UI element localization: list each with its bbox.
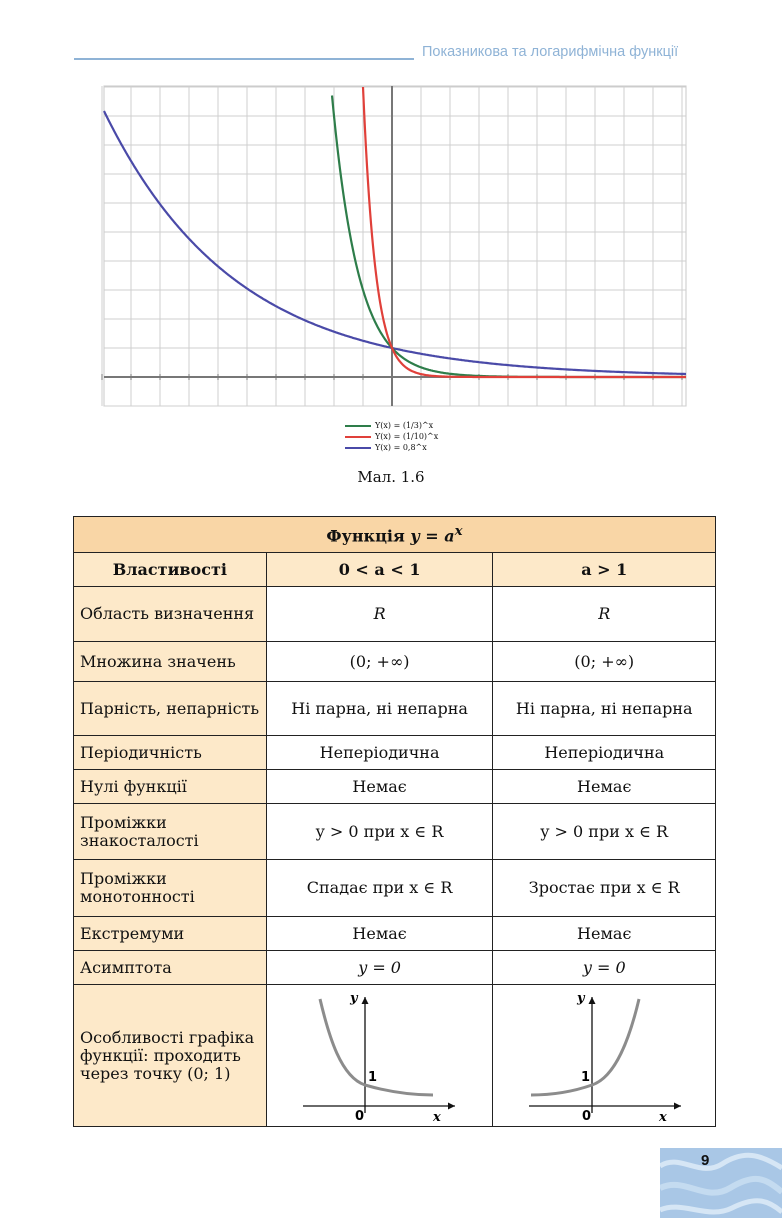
value-cell: y = 0 — [493, 951, 716, 985]
table-title-row — [74, 517, 716, 553]
y-axis-arrow — [361, 997, 368, 1004]
decreasing-exponential-sketch — [295, 989, 465, 1123]
property-cell: Проміжки монотонності — [74, 860, 267, 917]
table-title-exponent: x — [454, 523, 463, 540]
x-axis-arrow — [448, 1102, 455, 1109]
legend-swatch — [345, 425, 371, 427]
value-cell: Немає — [493, 770, 716, 804]
increasing-exponential-sketch — [519, 989, 689, 1123]
value-cell: Спадає при x ∈ R — [266, 860, 493, 917]
value-cell: y > 0 при x ∈ R — [493, 804, 716, 860]
legend-item — [345, 442, 438, 453]
value-cell: (0; +∞) — [266, 642, 493, 682]
table-row — [74, 682, 716, 736]
legend-swatch — [345, 447, 371, 449]
x-axis-arrow — [674, 1102, 681, 1109]
table-title-formula: y = a — [410, 526, 455, 546]
value-cell: R — [493, 587, 716, 642]
legend-item — [345, 420, 438, 431]
table-row — [74, 860, 716, 917]
value-cell: y = 0 — [266, 951, 493, 985]
legend-label: Y(x) = 0,8^x — [375, 443, 427, 452]
table-header-row — [74, 553, 716, 587]
property-cell: Проміжки знакосталості — [74, 804, 267, 860]
property-cell: Множина значень — [74, 642, 267, 682]
figure-caption: Мал. 1.6 — [357, 468, 425, 486]
value-cell: Неперіодична — [493, 736, 716, 770]
table-title-prefix: Функція — [326, 526, 411, 546]
property-cell: Область визначення — [74, 587, 267, 642]
property-cell: Нулі функції — [74, 770, 267, 804]
x-label: x — [659, 1109, 667, 1123]
value-cell: Неперіодична — [266, 736, 493, 770]
table-row — [74, 917, 716, 951]
value-cell: Немає — [266, 917, 493, 951]
one-label: 1 — [367, 1069, 377, 1085]
page-number: 9 — [701, 1152, 710, 1169]
property-cell: Парність, непарність — [74, 682, 267, 736]
table-row — [74, 642, 716, 682]
legend-item — [345, 431, 438, 442]
running-header: Показникова та логарифмічна функції — [422, 44, 679, 60]
graph-legend — [345, 420, 438, 453]
property-cell: Екстремуми — [74, 917, 267, 951]
value-cell: Ні парна, ні непарна — [493, 682, 716, 736]
table-row — [74, 770, 716, 804]
col-header-a-greater-1: a > 1 — [493, 553, 716, 587]
legend-label: Y(x) = (1/10)^x — [375, 432, 439, 441]
properties-table — [73, 516, 716, 1127]
property-cell: Асимптота — [74, 951, 267, 985]
table-row — [74, 736, 716, 770]
function-graph — [100, 80, 690, 412]
graph-canvas — [100, 80, 690, 412]
value-cell: Ні парна, ні непарна — [266, 682, 493, 736]
increasing-graph-cell — [493, 985, 716, 1127]
x-label: x — [432, 1109, 441, 1123]
col-header-properties: Властивості — [74, 553, 267, 587]
origin-label: 0 — [354, 1108, 364, 1123]
property-cell: Періодичність — [74, 736, 267, 770]
value-cell: (0; +∞) — [493, 642, 716, 682]
value-cell: Зростає при x ∈ R — [493, 860, 716, 917]
one-label: 1 — [581, 1069, 591, 1085]
y-axis-arrow — [589, 997, 596, 1004]
table-title — [74, 517, 716, 553]
property-cell: Особливості графіка функції: проходить через точку (0; 1) — [74, 985, 267, 1127]
graph-frame — [104, 86, 686, 406]
y-label: y — [577, 990, 585, 1006]
table-row — [74, 587, 716, 642]
table-row — [74, 951, 716, 985]
value-cell: R — [266, 587, 493, 642]
origin-label: 0 — [582, 1108, 592, 1123]
header-rule — [74, 58, 414, 60]
decreasing-graph-cell — [266, 985, 493, 1127]
value-cell: y > 0 при x ∈ R — [266, 804, 493, 860]
table-row-graph — [74, 985, 716, 1127]
value-cell: Немає — [493, 917, 716, 951]
value-cell: Немає — [266, 770, 493, 804]
legend-swatch — [345, 436, 371, 438]
table-row — [74, 804, 716, 860]
corner-decoration — [660, 1148, 782, 1218]
col-header-a-less-1: 0 < a < 1 — [266, 553, 493, 587]
legend-label: Y(x) = (1/3)^x — [375, 421, 434, 430]
y-label: y — [349, 990, 358, 1006]
